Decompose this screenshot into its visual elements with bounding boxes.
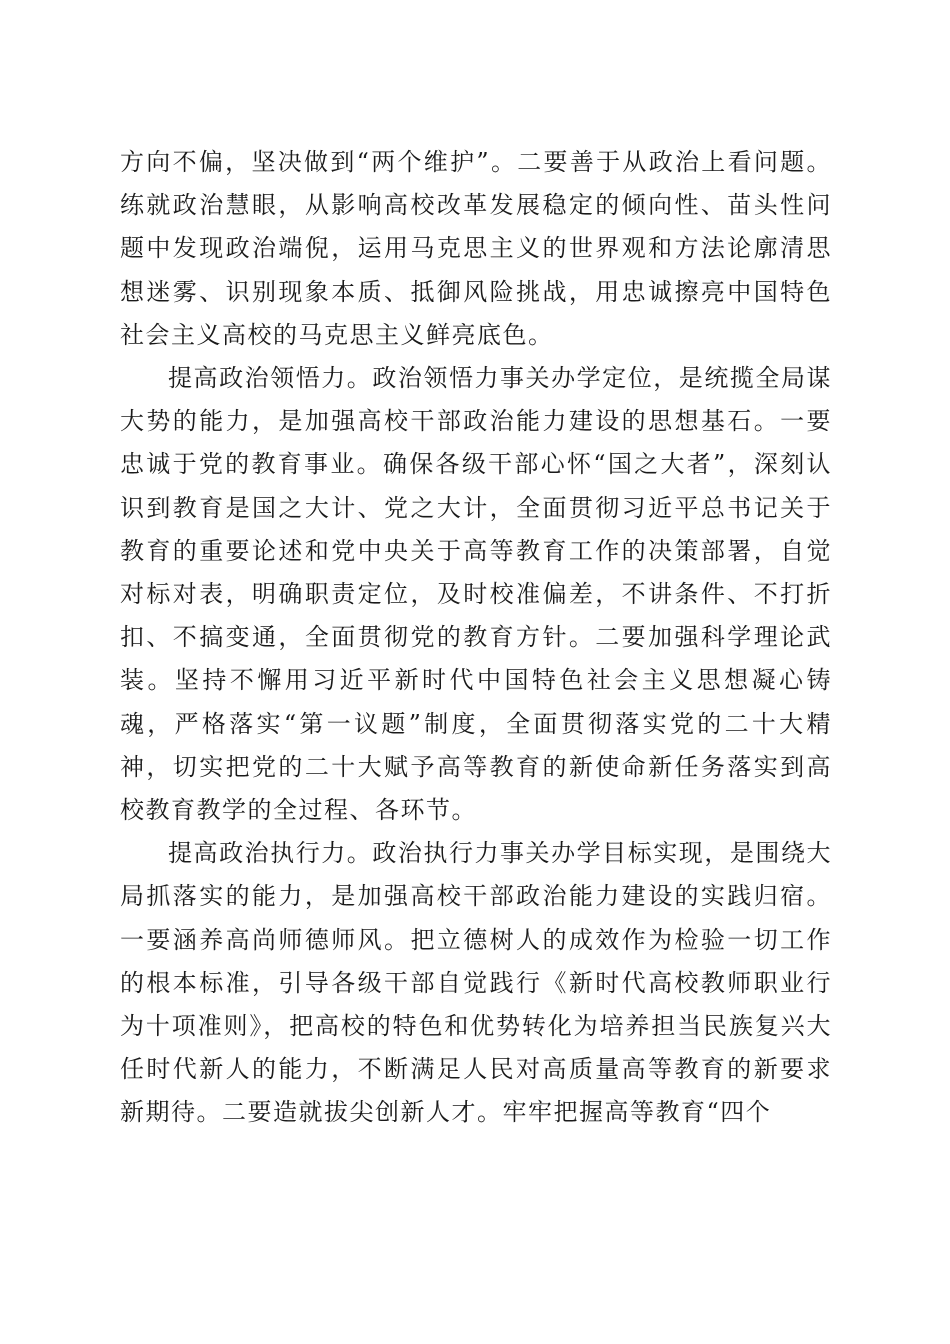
paragraph-3: 提高政治执行力。政治执行力事关办学目标实现，是围绕大局抓落实的能力，是加强高校干部政治能力建设的实践归宿。一要涵养高尚师德师风。把立德树人的成效作为检验一切工作的根本标准，引导各级干部自觉践行《新时代高校教师职业行为十项准则》，把高校的特色和优势转化为培养担当民族复兴大任时代新人的能力，不断满足人民对高质量高等教育的新要求新期待。二要造就拔尖创新人才。牢牢把握高等教育“四个 <box>120 839 832 1127</box>
paragraph-2: 提高政治领悟力。政治领悟力事关办学定位，是统揽全局谋大势的能力，是加强高校干部政治能力建设的思想基石。一要忠诚于党的教育事业。确保各级干部心怀“国之大者”，深刻认识到教育是国之大计、党之大计，全面贯彻习近平总书记关于教育的重要论述和党中央关于高等教育工作的决策部署，自觉对标对表，明确职责定位，及时校准偏差，不讲条件、不打折扣、不搞变通，全面贯彻党的教育方针。二要加强科学理论武装。坚持不懈用习近平新时代中国特色社会主义思想凝心铸魂，严格落实“第一议题”制度，全面贯彻落实党的二十大精神，切实把党的二十大赋予高等教育的新使命新任务落实到高校教育教学的全过程、各环节。 <box>120 364 832 825</box>
body-text <box>120 141 832 1135</box>
paragraph-1: 方向不偏，坚决做到“两个维护”。二要善于从政治上看问题。练就政治慧眼，从影响高校改革发展稳定的倾向性、苗头性问题中发现政治端倪，运用马克思主义的世界观和方法论廓清思想迷雾、识别现象本质、抵御风险挑战，用忠诚擦亮中国特色社会主义高校的马克思主义鲜亮底色。 <box>120 148 832 349</box>
